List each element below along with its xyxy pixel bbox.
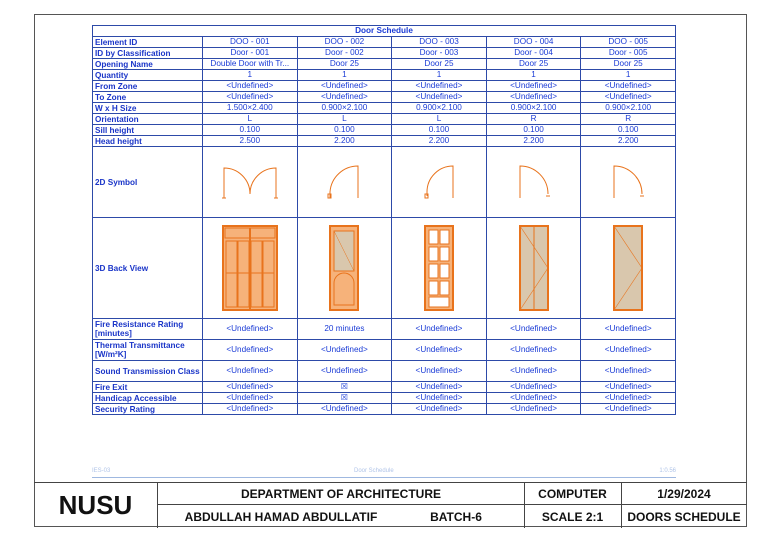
row-value: <Undefined> (486, 340, 581, 361)
row-value: <Undefined> (392, 382, 487, 393)
row-value: 1 (581, 70, 676, 81)
row-value: <Undefined> (581, 361, 676, 382)
footer-center: Door Schedule (354, 468, 394, 474)
schedule-row (93, 393, 676, 404)
schedule-title: Door Schedule (93, 26, 676, 37)
row-value: <Undefined> (392, 81, 487, 92)
schedule-row (93, 59, 676, 70)
row-value: Door 25 (486, 59, 581, 70)
door-3d-back-view (581, 218, 676, 319)
row-value: Door - 005 (581, 48, 676, 59)
logo: NUSU (34, 483, 158, 528)
row-value: <Undefined> (486, 404, 581, 415)
schedule-row (93, 340, 676, 361)
row-label: Sound Transmission Class (93, 361, 203, 382)
row-value: <Undefined> (486, 319, 581, 340)
row-label: Handicap Accessible (93, 393, 203, 404)
row-value: 0.100 (203, 125, 298, 136)
row-value: <Undefined> (581, 382, 676, 393)
row-value: <Undefined> (392, 92, 487, 103)
row-value: DOO - 001 (203, 37, 298, 48)
row-value: 1 (203, 70, 298, 81)
door-2d-symbol (203, 147, 298, 218)
row-value: 0.100 (581, 125, 676, 136)
row-value: <Undefined> (297, 404, 392, 415)
row-value: 2.200 (581, 136, 676, 147)
row-value: Door 25 (392, 59, 487, 70)
row-value: <Undefined> (486, 393, 581, 404)
schedule-row (93, 37, 676, 48)
row-value: L (392, 114, 487, 125)
schedule-row (93, 319, 676, 340)
row-value: <Undefined> (486, 361, 581, 382)
schedule-row (93, 125, 676, 136)
door-2d-symbol (297, 147, 392, 218)
row-label: Fire Exit (93, 382, 203, 393)
door-2d-symbol (392, 147, 487, 218)
row-label: W x H Size (93, 103, 203, 114)
schedule-row (93, 218, 676, 319)
row-value: Door 25 (297, 59, 392, 70)
row-label: Head height (93, 136, 203, 147)
row-label: Opening Name (93, 59, 203, 70)
row-label: From Zone (93, 81, 203, 92)
schedule-row (93, 48, 676, 59)
row-label: To Zone (93, 92, 203, 103)
row-label: Sill height (93, 125, 203, 136)
scale-label: SCALE 2:1 (541, 509, 604, 524)
row-value: Door - 001 (203, 48, 298, 59)
row-value: Door 25 (581, 59, 676, 70)
schedule-row (93, 70, 676, 81)
schedule-row (93, 114, 676, 125)
schedule-row (93, 382, 676, 393)
row-value: <Undefined> (581, 393, 676, 404)
footer-right: 1:0.56 (659, 468, 676, 474)
schedule-row (93, 103, 676, 114)
row-value: 0.100 (392, 125, 487, 136)
schedule-row (93, 81, 676, 92)
row-value: 2.200 (392, 136, 487, 147)
sheet-name-label: DOORS SCHEDULE (627, 509, 741, 524)
row-value: <Undefined> (203, 393, 298, 404)
author-label: ABDULLAH HAMAD ABDULLATIF (184, 509, 378, 524)
department-label: DEPARTMENT OF ARCHITECTURE (241, 486, 441, 501)
row-value: <Undefined> (203, 319, 298, 340)
row-label: Security Rating (93, 404, 203, 415)
door-2d-symbol (581, 147, 676, 218)
schedule-row (93, 147, 676, 218)
row-value: 2.200 (297, 136, 392, 147)
row-value: R (581, 114, 676, 125)
row-value: <Undefined> (581, 340, 676, 361)
row-label: Fire Resistance Rating [minutes] (93, 319, 203, 340)
row-label: ID by Classification (93, 48, 203, 59)
door-3d-back-view (486, 218, 581, 319)
row-value: <Undefined> (203, 404, 298, 415)
batch-label: BATCH-6 (430, 509, 482, 524)
row-value: Double Door with Tr... (203, 59, 298, 70)
row-value: <Undefined> (297, 361, 392, 382)
row-label: Thermal Transmittance [W/m²K] (93, 340, 203, 361)
row-label: Quantity (93, 70, 203, 81)
row-value: 1 (486, 70, 581, 81)
row-value: <Undefined> (392, 404, 487, 415)
row-value: <Undefined> (486, 81, 581, 92)
row-value: <Undefined> (297, 81, 392, 92)
row-value: <Undefined> (203, 81, 298, 92)
row-value: 0.900×2.100 (392, 103, 487, 114)
schedule-row (93, 404, 676, 415)
row-value: <Undefined> (203, 340, 298, 361)
row-value: 20 minutes (297, 319, 392, 340)
row-value: <Undefined> (392, 340, 487, 361)
row-value: 0.100 (486, 125, 581, 136)
row-value: 1.500×2.400 (203, 103, 298, 114)
row-value: <Undefined> (392, 361, 487, 382)
row-value: <Undefined> (581, 92, 676, 103)
door-schedule-table (92, 25, 676, 415)
row-value: ☒ (297, 382, 392, 393)
row-value: <Undefined> (581, 81, 676, 92)
title-block (34, 482, 747, 528)
row-value: R (486, 114, 581, 125)
row-value: 2.500 (203, 136, 298, 147)
row-value: 0.900×2.100 (297, 103, 392, 114)
footer-left: IES-03 (92, 468, 111, 474)
row-value: <Undefined> (486, 382, 581, 393)
row-value: <Undefined> (486, 92, 581, 103)
row-value: DOO - 002 (297, 37, 392, 48)
row-value: ☒ (297, 393, 392, 404)
row-value: <Undefined> (392, 393, 487, 404)
row-value: 1 (392, 70, 487, 81)
row-value: 0.900×2.100 (486, 103, 581, 114)
row-value: L (203, 114, 298, 125)
row-value: <Undefined> (203, 361, 298, 382)
row-label: Element ID (93, 37, 203, 48)
row-value: <Undefined> (297, 340, 392, 361)
row-value: DOO - 004 (486, 37, 581, 48)
row-value: <Undefined> (581, 404, 676, 415)
row-label: 3D Back View (93, 218, 203, 319)
door-3d-back-view (297, 218, 392, 319)
row-value: <Undefined> (297, 92, 392, 103)
sheet-footer-line (92, 465, 676, 478)
row-label: 2D Symbol (93, 147, 203, 218)
row-value: Door - 004 (486, 48, 581, 59)
schedule-row (93, 136, 676, 147)
row-value: Door - 002 (297, 48, 392, 59)
subject-label: COMPUTER (538, 486, 607, 501)
row-value: Door - 003 (392, 48, 487, 59)
door-2d-symbol (486, 147, 581, 218)
row-value: <Undefined> (392, 319, 487, 340)
row-value: DOO - 005 (581, 37, 676, 48)
row-value: 1 (297, 70, 392, 81)
row-value: <Undefined> (203, 382, 298, 393)
schedule-row (93, 92, 676, 103)
row-value: 0.100 (297, 125, 392, 136)
row-value: <Undefined> (203, 92, 298, 103)
row-label: Orientation (93, 114, 203, 125)
date-label: 1/29/2024 (657, 486, 711, 501)
row-value: 2.200 (486, 136, 581, 147)
door-3d-back-view (392, 218, 487, 319)
row-value: L (297, 114, 392, 125)
door-3d-back-view (203, 218, 298, 319)
schedule-row (93, 361, 676, 382)
row-value: <Undefined> (581, 319, 676, 340)
row-value: 0.900×2.100 (581, 103, 676, 114)
row-value: DOO - 003 (392, 37, 487, 48)
